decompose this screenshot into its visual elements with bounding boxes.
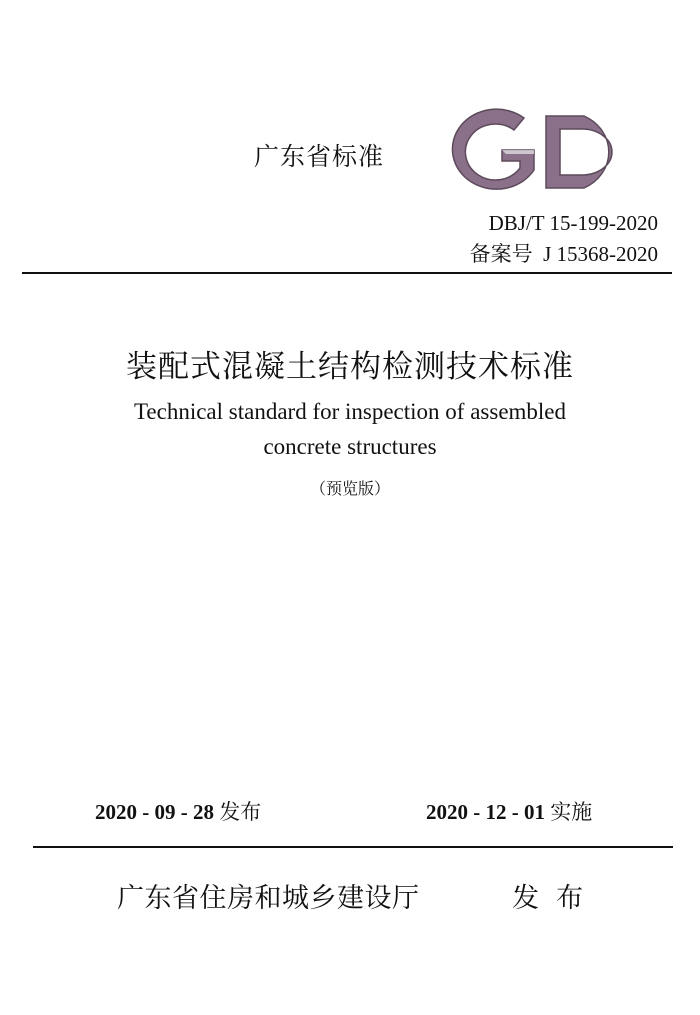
title-english-line2: concrete structures <box>263 434 437 459</box>
issue-date-row <box>95 796 261 826</box>
publisher-name: 广东省住房和城乡建设厅 <box>117 883 420 914</box>
title-english <box>0 394 700 464</box>
title-english-line1: Technical standard for inspection of assembled <box>133 399 567 424</box>
publish-action: 发 布 <box>512 883 584 914</box>
effective-label: 实施 <box>550 800 593 824</box>
gd-logo <box>452 93 636 196</box>
title-chinese: 装配式混凝土结构检测技术标准 <box>126 349 574 385</box>
province-standard-label: 广东省标准 <box>254 142 385 171</box>
standard-code: DBJ/T 15-199-2020 <box>488 211 658 235</box>
edition-label: （预览版） <box>309 479 390 498</box>
top-divider <box>22 272 672 274</box>
issue-date: 2020 - 09 - 28 <box>95 800 214 824</box>
issue-label: 发布 <box>219 800 262 824</box>
gd-logo-icon <box>452 93 636 196</box>
record-number: 备案号 J 15368-2020 <box>469 242 658 266</box>
code-block <box>470 208 658 270</box>
logo-text: GD <box>452 93 477 112</box>
effective-date: 2020 - 12 - 01 <box>426 800 545 824</box>
effective-date-row <box>426 796 592 826</box>
bottom-divider <box>33 846 673 848</box>
